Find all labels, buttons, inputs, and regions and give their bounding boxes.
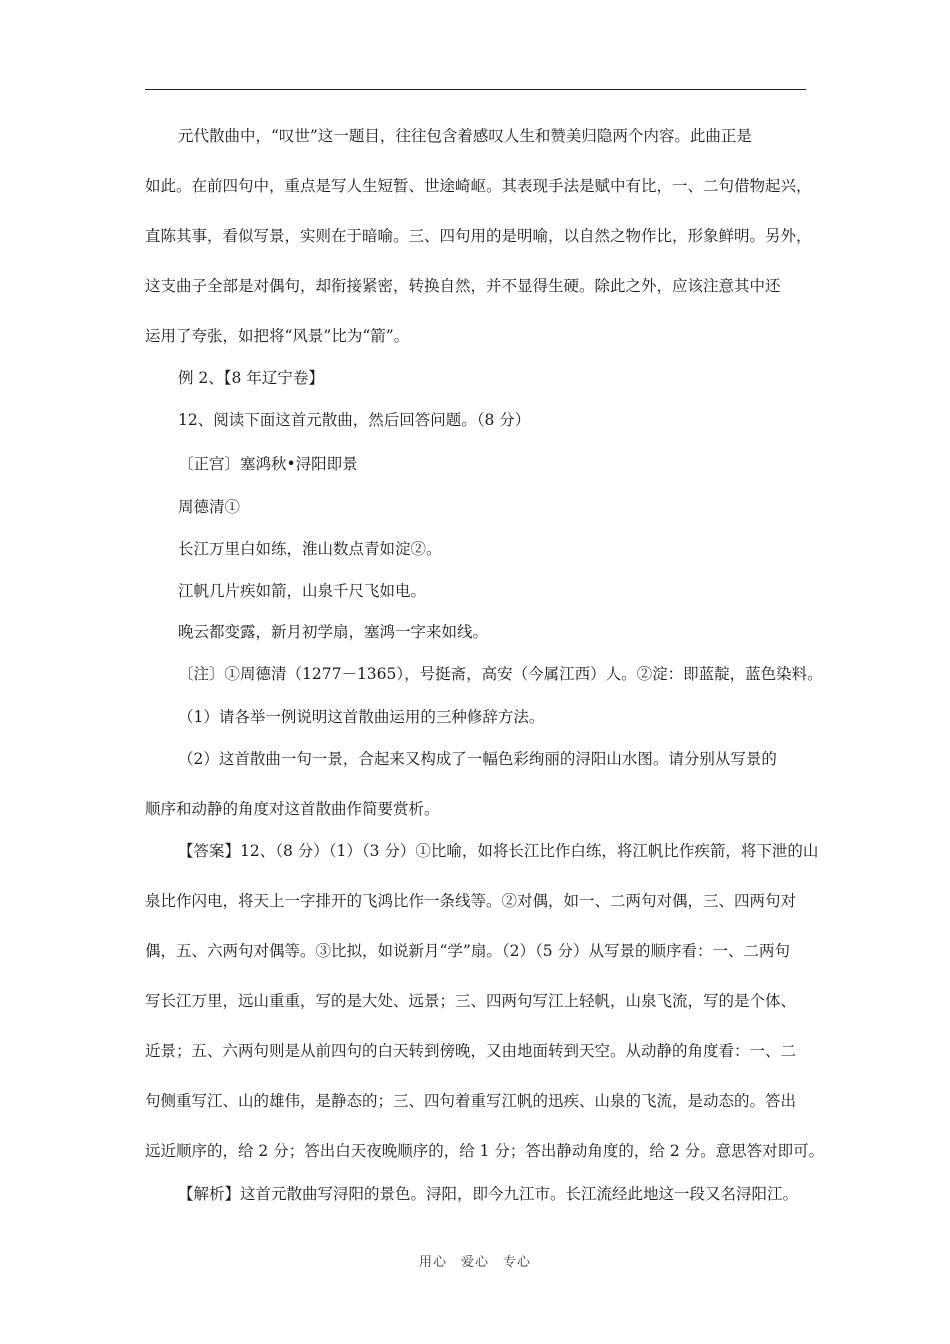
page-footer: 用心 爱心 专心 <box>418 1255 531 1270</box>
paragraph-line: 这支曲子全部是对偶句，却衔接紧密，转换自然，并不显得生硬。除此之外，应该注意其中还 <box>145 277 781 295</box>
poem-line: 江帆几片疾如箭，山泉千尺飞如电。 <box>178 582 427 600</box>
poem-author: 周德清① <box>178 498 241 516</box>
paragraph-line: 如此。在前四句中，重点是写人生短暂、世途崎岖。其表现手法是赋中有比，一、二句借物起兴， <box>145 177 812 195</box>
analysis-line: 【解析】这首元散曲写浔阳的景色。浔阳，即今九江市。长江流经此地这一段又名浔阳江。 <box>178 1185 799 1203</box>
answer-line: 偶，五、六两句对偶等。③比拟，如说新月“学”扇。（2）（5 分）从写景的顺序看：一、二两句 <box>145 942 791 960</box>
header-rule <box>145 89 806 90</box>
example-heading: 例 2、【8 年辽宁卷】 <box>178 369 324 387</box>
answer-line: 句侧重写江、山的雄伟，是静态的；三、四句着重写江帆的迅疾、山泉的飞流，是动态的。答出 <box>145 1092 797 1110</box>
question-heading: 12、阅读下面这首元散曲，然后回答问题。（8 分） <box>178 411 531 429</box>
question-2-line: （2）这首散曲一句一景，合起来又构成了一幅色彩绚丽的浔阳山水图。请分别从写景的 <box>178 750 777 768</box>
poem-note: 〔注〕①周德清（1277－1365），号挺斋，高安（今属江西）人。②淀：即蓝靛，蓝色染料。 <box>178 665 823 683</box>
answer-line: 【答案】12、（8 分）（1）（3 分）①比喻，如将长江比作白练，将江帆比作疾箭，将下泄的山 <box>178 842 819 860</box>
answer-line: 泉比作闪电，将天上一字排开的飞鸿比作一条线等。②对偶，如一、二两句对偶，三、四两句对 <box>145 892 797 910</box>
paragraph-line: 运用了夸张，如把将“风景”比为“箭”。 <box>145 327 410 345</box>
poem-title: 〔正宫〕塞鸿秋•浔阳即景 <box>178 455 358 473</box>
answer-line: 写长江万里，远山重重，写的是大处、远景；三、四两句写江上轻帆，山泉飞流，写的是个体、 <box>145 992 797 1010</box>
poem-line: 晚云都变露，新月初学扇，塞鸿一字来如线。 <box>178 623 489 641</box>
question-1: （1）请各举一例说明这首散曲运用的三种修辞方法。 <box>178 708 545 726</box>
paragraph-line: 元代散曲中，“叹世”这一题目，往往包含着感叹人生和赞美归隐两个内容。此曲正是 <box>178 127 752 145</box>
answer-line: 远近顺序的，给 2 分；答出白天夜晚顺序的，给 1 分；答出静动角度的，给 2 分。意思答对即可。 <box>145 1142 825 1160</box>
answer-line: 近景；五、六两句则是从前四句的白天转到傍晚，又由地面转到天空。从动静的角度看：一、二 <box>145 1042 797 1060</box>
paragraph-line: 直陈其事，看似写景，实则在于暗喻。三、四句用的是明喻，以自然之物作比，形象鲜明。另外， <box>145 227 812 245</box>
question-2-line: 顺序和动静的角度对这首散曲作简要赏析。 <box>145 800 440 818</box>
poem-line: 长江万里白如练，淮山数点青如淀②。 <box>178 540 442 558</box>
